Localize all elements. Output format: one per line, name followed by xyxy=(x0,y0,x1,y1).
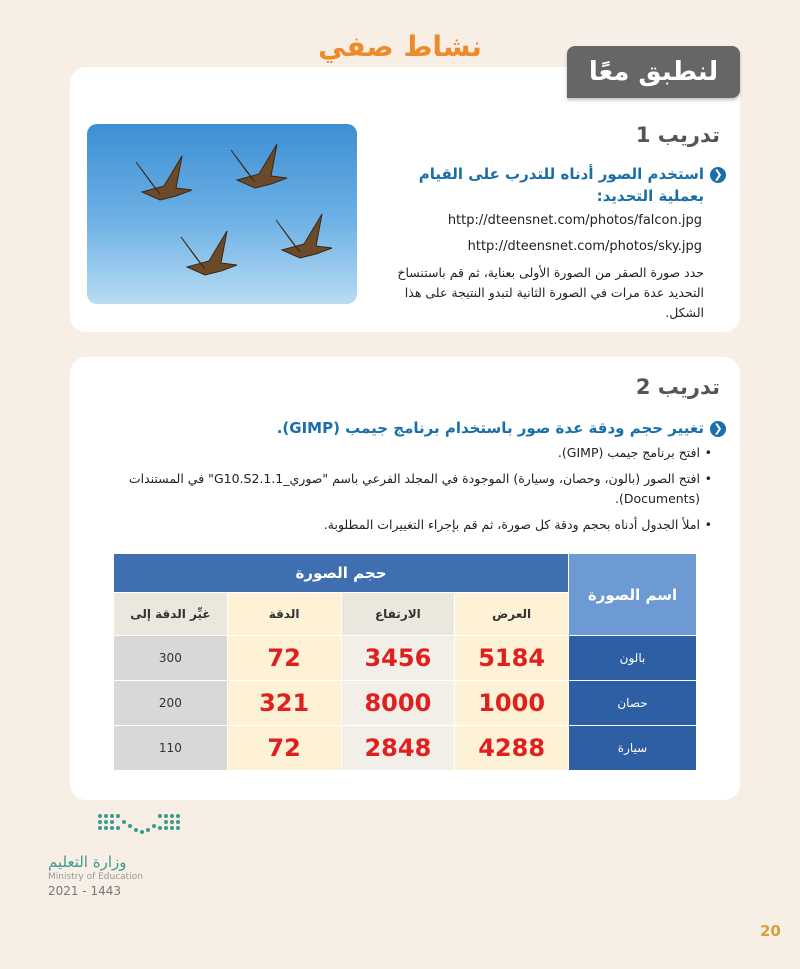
exercise1-card xyxy=(70,67,740,332)
ministry-name-en: Ministry of Education xyxy=(48,872,143,882)
cell-change: 110 xyxy=(114,726,228,771)
cell-resolution[interactable]: 321 xyxy=(227,681,341,726)
header-image-size: حجم الصورة xyxy=(114,554,569,593)
cell-resolution[interactable]: 72 xyxy=(227,726,341,771)
exercise1-task: استخدم الصور أدناه للتدرب على القيام بعملية التحديد: xyxy=(418,165,704,205)
exercise1-instruction: حدد صورة الصقر من الصورة الأولى بعناية، ثم قم باستنساخ التحديد عدة مرات في الصورة الثانية لتبدو النتيجة على هذا الشكل. xyxy=(397,265,704,320)
cell-width[interactable]: 1000 xyxy=(455,681,569,726)
table-row xyxy=(114,726,697,771)
table-row xyxy=(114,636,697,681)
header-width: العرض xyxy=(455,593,569,636)
table-row xyxy=(114,681,697,726)
cell-change: 200 xyxy=(114,681,228,726)
falcons-image xyxy=(87,124,357,304)
page-title: نشاط صفي xyxy=(318,30,482,63)
section-banner: لنطبق معًا xyxy=(567,46,740,98)
url-sky[interactable]: http://dteensnet.com/photos/sky.jpg xyxy=(467,239,702,254)
academic-year: 2021 - 1443 xyxy=(48,884,122,898)
cell-width[interactable]: 4288 xyxy=(455,726,569,771)
image-size-table xyxy=(113,553,697,771)
cell-resolution[interactable]: 72 xyxy=(227,636,341,681)
exercise2-card xyxy=(70,357,740,800)
exercise2-task: تغيير حجم ودقة عدة صور باستخدام برنامج جيمب (GIMP). xyxy=(276,419,704,437)
chevron-right-icon: ❯ xyxy=(710,421,726,437)
ministry-name-ar: وزارة التعليم xyxy=(48,853,127,871)
cell-height[interactable]: 3456 xyxy=(341,636,455,681)
exercise2-title: تدريب 2 xyxy=(635,375,720,399)
header-resolution: الدقة xyxy=(227,593,341,636)
bullet-fill-table: • املأ الجدول أدناه بحجم ودقة كل صورة، ثم قم بإجراء التغييرات المطلوبة. xyxy=(324,515,700,535)
row-name: بالون xyxy=(569,636,697,681)
cell-height[interactable]: 8000 xyxy=(341,681,455,726)
page-number: 20 xyxy=(760,922,781,940)
exercise1-title: تدريب 1 xyxy=(635,123,720,147)
row-name: حصان xyxy=(569,681,697,726)
bullet-open-gimp: • افتح برنامج جيمب (GIMP). xyxy=(558,443,700,463)
header-change-resolution: غيِّر الدقة إلى xyxy=(114,593,228,636)
header-image-name: اسم الصورة xyxy=(569,554,697,636)
chevron-right-icon: ❯ xyxy=(710,167,726,183)
cell-width[interactable]: 5184 xyxy=(455,636,569,681)
header-height: الارتفاع xyxy=(341,593,455,636)
url-falcon[interactable]: http://dteensnet.com/photos/falcon.jpg xyxy=(447,213,702,228)
row-name: سيارة xyxy=(569,726,697,771)
cell-change: 300 xyxy=(114,636,228,681)
bullet-open-images: • افتح الصور (بالون، وحصان، وسيارة) الموجودة في المجلد الفرعي باسم "صوري_G10.S2.1.1" في المستندات (Documents). xyxy=(110,469,700,509)
cell-height[interactable]: 2848 xyxy=(341,726,455,771)
